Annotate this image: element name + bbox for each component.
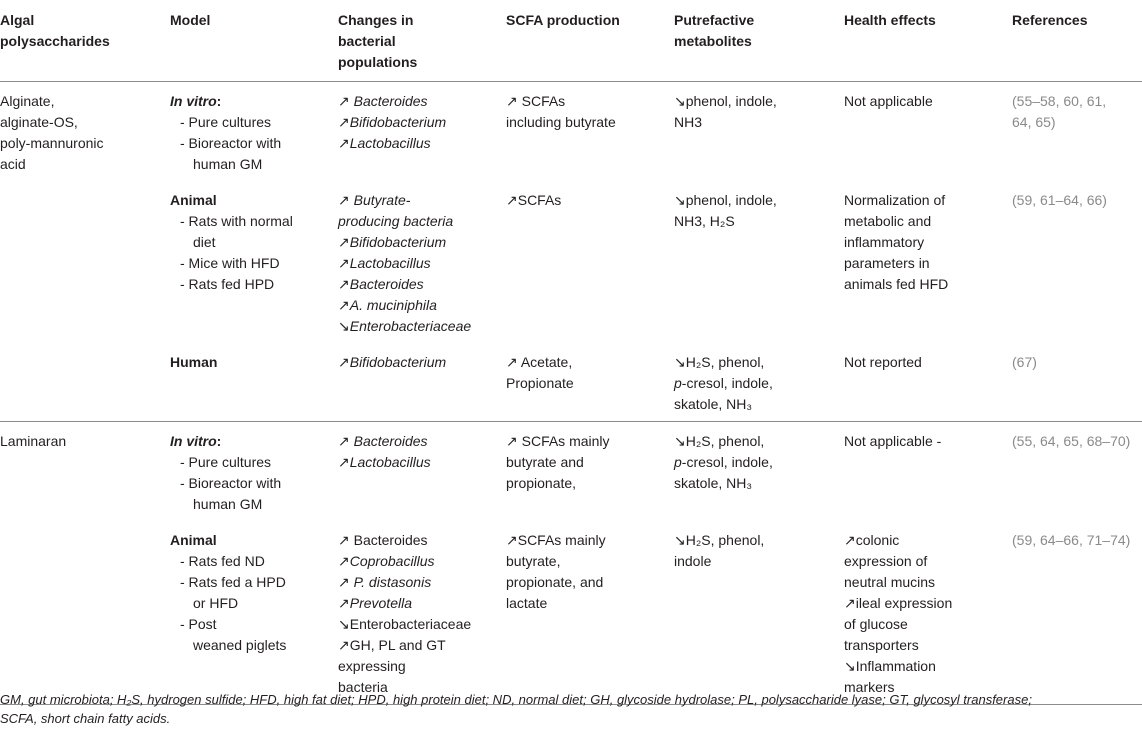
model-title-suffix: : — [216, 93, 222, 109]
model-line: - Rats fed ND — [180, 553, 265, 569]
bacteria-name: bacteria — [338, 679, 388, 695]
increase-arrow-icon: ↗ — [338, 297, 350, 313]
table-row — [0, 521, 1142, 705]
putrefactive-line: ↘H₂S, phenol, — [674, 433, 765, 449]
header-model — [170, 0, 338, 82]
reference-link[interactable]: (59, 61–64, 66) — [1012, 192, 1107, 208]
cell-putrefactive-metabolites — [674, 82, 844, 182]
bacteria-line — [338, 352, 506, 373]
increase-arrow-icon: ↗ — [338, 454, 350, 470]
model-title-line — [170, 431, 338, 452]
bacteria-name: Enterobacteriaceae — [349, 318, 472, 334]
putrefactive-line: NH3, H₂S — [674, 213, 735, 229]
polysaccharide-name: poly-mannuronic — [0, 135, 104, 151]
cell-putrefactive-metabolites — [674, 422, 844, 522]
increase-arrow-icon: ↗ — [338, 354, 350, 370]
cell-polysaccharide — [0, 343, 170, 422]
header-line: bacterial — [338, 33, 396, 49]
bacteria-line — [338, 274, 506, 295]
table-row — [0, 82, 1142, 182]
model-line: diet — [193, 234, 216, 250]
cell-bacterial-changes — [338, 181, 506, 343]
cell-bacterial-changes — [338, 521, 506, 705]
health-line: ↘Inflammation — [844, 658, 936, 674]
cell-putrefactive-metabolites — [674, 181, 844, 343]
header-line: Model — [170, 12, 211, 28]
header-health-effects — [844, 0, 1012, 82]
bacteria-name: Bacteroides — [349, 93, 428, 109]
scfa-line: ↗SCFAs — [506, 192, 562, 208]
header-algal-polysaccharides — [0, 0, 170, 82]
increase-arrow-icon: ↗ — [338, 234, 350, 250]
model-title-line — [170, 91, 338, 112]
model-title: Animal — [170, 532, 217, 548]
cell-polysaccharide — [0, 181, 170, 343]
cell-model — [170, 422, 338, 522]
reference-link[interactable]: 64, 65) — [1012, 114, 1056, 130]
header-line: populations — [338, 54, 418, 70]
putrefactive-line: ↘H₂S, phenol, — [674, 532, 765, 548]
health-line: markers — [844, 679, 895, 695]
model-line: - Bioreactor with — [180, 475, 282, 491]
model-title-line — [170, 190, 338, 211]
cell-model — [170, 343, 338, 422]
bacteria-name: Butyrate- — [349, 192, 411, 208]
table-row — [0, 181, 1142, 343]
footnote-line-1: GM, gut microbiota; H₂S, hydrogen sulfide; HFD, high fat diet; HPD, high protein diet; ND, normal diet; GH, glycoside hydrolase; PL, polysaccharide lyase; GT, glycosyl transferase; — [0, 692, 1032, 707]
scfa-line: ↗ Acetate, — [506, 354, 573, 370]
scfa-line: Propionate — [506, 375, 574, 391]
scfa-line: butyrate and — [506, 454, 584, 470]
scfa-line: ↗ SCFAs — [506, 93, 566, 109]
polysaccharide-name: alginate-OS, — [0, 114, 78, 130]
scfa-line: ↗ SCFAs mainly — [506, 433, 610, 449]
cell-references — [1012, 422, 1142, 522]
header-putrefactive-metabolites — [674, 0, 844, 82]
increase-arrow-icon: ↗ — [338, 255, 350, 271]
health-line: neutral mucins — [844, 574, 936, 590]
model-title-line — [170, 352, 338, 373]
header-scfa-production — [506, 0, 674, 82]
model-title: In vitro — [170, 433, 217, 449]
cell-model — [170, 82, 338, 182]
health-line: expression of — [844, 553, 928, 569]
decrease-arrow-icon: ↘ — [338, 616, 350, 632]
increase-arrow-icon: ↗ — [338, 114, 350, 130]
increase-arrow-icon: ↗ — [338, 433, 350, 449]
bacteria-name: Lactobacillus — [349, 135, 431, 151]
health-line: Not applicable - — [844, 433, 942, 449]
bacteria-line — [338, 112, 506, 133]
increase-arrow-icon: ↗ — [338, 135, 350, 151]
increase-arrow-icon: ↗ — [338, 93, 350, 109]
putrefactive-line: p-cresol, indole, — [674, 454, 773, 470]
bacteria-line — [338, 656, 506, 677]
cell-putrefactive-metabolites — [674, 343, 844, 422]
bacteria-line — [338, 253, 506, 274]
increase-arrow-icon: ↗ — [338, 574, 350, 590]
bacteria-line — [338, 91, 506, 112]
cell-health-effects — [844, 181, 1012, 343]
model-title-line — [170, 530, 338, 551]
bacteria-name: producing bacteria — [338, 213, 454, 229]
bacteria-line — [338, 635, 506, 656]
bacteria-line — [338, 211, 506, 232]
bacteria-line — [338, 133, 506, 154]
health-line: transporters — [844, 637, 919, 653]
health-line: Not applicable — [844, 93, 933, 109]
header-line: polysaccharides — [0, 33, 110, 49]
putrefactive-line: indole — [674, 553, 712, 569]
increase-arrow-icon: ↗ — [338, 595, 350, 611]
increase-arrow-icon: ↗ — [338, 192, 350, 208]
bacteria-name: GH, PL and GT — [349, 637, 446, 653]
bacteria-line — [338, 614, 506, 635]
cell-bacterial-changes — [338, 422, 506, 522]
scfa-line: propionate, and — [506, 574, 604, 590]
cell-bacterial-changes — [338, 82, 506, 182]
header-line: Putrefactive — [674, 12, 755, 28]
table-body — [0, 82, 1142, 705]
cell-polysaccharide — [0, 82, 170, 182]
model-line: - Mice with HFD — [180, 255, 280, 271]
header-references — [1012, 0, 1142, 82]
bacteria-line — [338, 316, 506, 337]
table-row — [0, 343, 1142, 422]
bacteria-name: Enterobacteriaceae — [349, 616, 472, 632]
bacteria-name: Bifidobacterium — [349, 114, 447, 130]
bacteria-name: Coprobacillus — [349, 553, 435, 569]
putrefactive-line: ↘phenol, indole, — [674, 93, 777, 109]
scfa-line: ↗SCFAs mainly — [506, 532, 606, 548]
cell-scfa-production — [506, 422, 674, 522]
model-title: In vitro — [170, 93, 217, 109]
increase-arrow-icon: ↗ — [338, 553, 350, 569]
reference-link[interactable]: (55, 64, 65, 68–70) — [1012, 433, 1131, 449]
reference-link[interactable]: (67) — [1012, 354, 1037, 370]
bacteria-name: Lactobacillus — [349, 255, 431, 271]
model-title: Animal — [170, 192, 217, 208]
model-line: or HFD — [193, 595, 239, 611]
header-line: References — [1012, 12, 1088, 28]
bacteria-line — [338, 572, 506, 593]
model-line: human GM — [193, 496, 263, 512]
cell-health-effects — [844, 82, 1012, 182]
bacteria-name: Bacteroides — [349, 532, 428, 548]
model-line: - Bioreactor with — [180, 135, 282, 151]
cell-model — [170, 181, 338, 343]
model-line: - Pure cultures — [180, 114, 272, 130]
putrefactive-line: skatole, NH₃ — [674, 396, 753, 412]
header-line: Changes in — [338, 12, 414, 28]
cell-bacterial-changes — [338, 343, 506, 422]
bacteria-line — [338, 593, 506, 614]
header-line: metabolites — [674, 33, 752, 49]
health-line: ↗ileal expression — [844, 595, 953, 611]
scfa-line: propionate, — [506, 475, 577, 491]
bacteria-line — [338, 452, 506, 473]
bacteria-line — [338, 551, 506, 572]
bacteria-name: Prevotella — [349, 595, 412, 611]
cell-health-effects — [844, 343, 1012, 422]
health-line: metabolic and — [844, 213, 932, 229]
cell-scfa-production — [506, 82, 674, 182]
bacteria-line — [338, 530, 506, 551]
health-line: animals fed HFD — [844, 276, 949, 292]
putrefactive-line: ↘H₂S, phenol, — [674, 354, 765, 370]
health-line: Not reported — [844, 354, 922, 370]
cell-scfa-production — [506, 343, 674, 422]
cell-health-effects — [844, 521, 1012, 705]
putrefactive-line: ↘phenol, indole, — [674, 192, 777, 208]
putrefactive-line: NH3 — [674, 114, 703, 130]
model-title-suffix: : — [216, 433, 222, 449]
health-line: inflammatory — [844, 234, 925, 250]
bacteria-name: Lactobacillus — [349, 454, 431, 470]
cell-putrefactive-metabolites — [674, 521, 844, 705]
bacteria-line — [338, 232, 506, 253]
cell-references — [1012, 82, 1142, 182]
header-line: Algal — [0, 12, 35, 28]
header-changes-in-bacterial-populations — [338, 0, 506, 82]
cell-scfa-production — [506, 521, 674, 705]
bacteria-name: A. muciniphila — [349, 297, 437, 313]
header-line: SCFA production — [506, 12, 620, 28]
bacteria-line — [338, 431, 506, 452]
bacteria-name: Bacteroides — [349, 276, 424, 292]
bacteria-name: Bifidobacterium — [349, 354, 447, 370]
cell-model — [170, 521, 338, 705]
polysaccharide-name: Alginate, — [0, 93, 55, 109]
model-line: - Rats with normal — [180, 213, 293, 229]
polysaccharide-name: acid — [0, 156, 26, 172]
cell-references — [1012, 343, 1142, 422]
model-title: Human — [170, 354, 218, 370]
health-line: Normalization of — [844, 192, 946, 208]
header-line: Health effects — [844, 12, 936, 28]
cell-polysaccharide — [0, 521, 170, 705]
bacteria-name: Bacteroides — [349, 433, 428, 449]
health-line: ↗colonic — [844, 532, 900, 548]
cell-references — [1012, 521, 1142, 705]
putrefactive-line: skatole, NH₃ — [674, 475, 753, 491]
model-line: - Post — [180, 616, 217, 632]
decrease-arrow-icon: ↘ — [338, 318, 350, 334]
model-line: human GM — [193, 156, 263, 172]
bacteria-line — [338, 190, 506, 211]
increase-arrow-icon: ↗ — [338, 637, 350, 653]
model-line: - Pure cultures — [180, 454, 272, 470]
increase-arrow-icon: ↗ — [338, 532, 350, 548]
scfa-line: butyrate, — [506, 553, 561, 569]
putrefactive-line: p-cresol, indole, — [674, 375, 773, 391]
cell-health-effects — [844, 422, 1012, 522]
cell-polysaccharide — [0, 422, 170, 522]
bacteria-name: Bifidobacterium — [349, 234, 447, 250]
model-line: weaned piglets — [193, 637, 287, 653]
header-row — [0, 0, 1142, 82]
table-row — [0, 422, 1142, 522]
health-line: parameters in — [844, 255, 930, 271]
cell-scfa-production — [506, 181, 674, 343]
model-line: - Rats fed HPD — [180, 276, 275, 292]
bacteria-name: expressing — [338, 658, 406, 674]
scfa-line: including butyrate — [506, 114, 616, 130]
polysaccharide-name: Laminaran — [0, 433, 67, 449]
health-line: of glucose — [844, 616, 908, 632]
bacteria-line — [338, 295, 506, 316]
bacteria-name: P. distasonis — [349, 574, 432, 590]
increase-arrow-icon: ↗ — [338, 276, 350, 292]
footnote-line-2: SCFA, short chain fatty acids. — [0, 711, 171, 726]
model-line: - Rats fed a HPD — [180, 574, 286, 590]
cell-references — [1012, 181, 1142, 343]
table-footnote — [0, 690, 1142, 728]
reference-link[interactable]: (55–58, 60, 61, — [1012, 93, 1107, 109]
scfa-line: lactate — [506, 595, 548, 611]
reference-link[interactable]: (59, 64–66, 71–74) — [1012, 532, 1131, 548]
